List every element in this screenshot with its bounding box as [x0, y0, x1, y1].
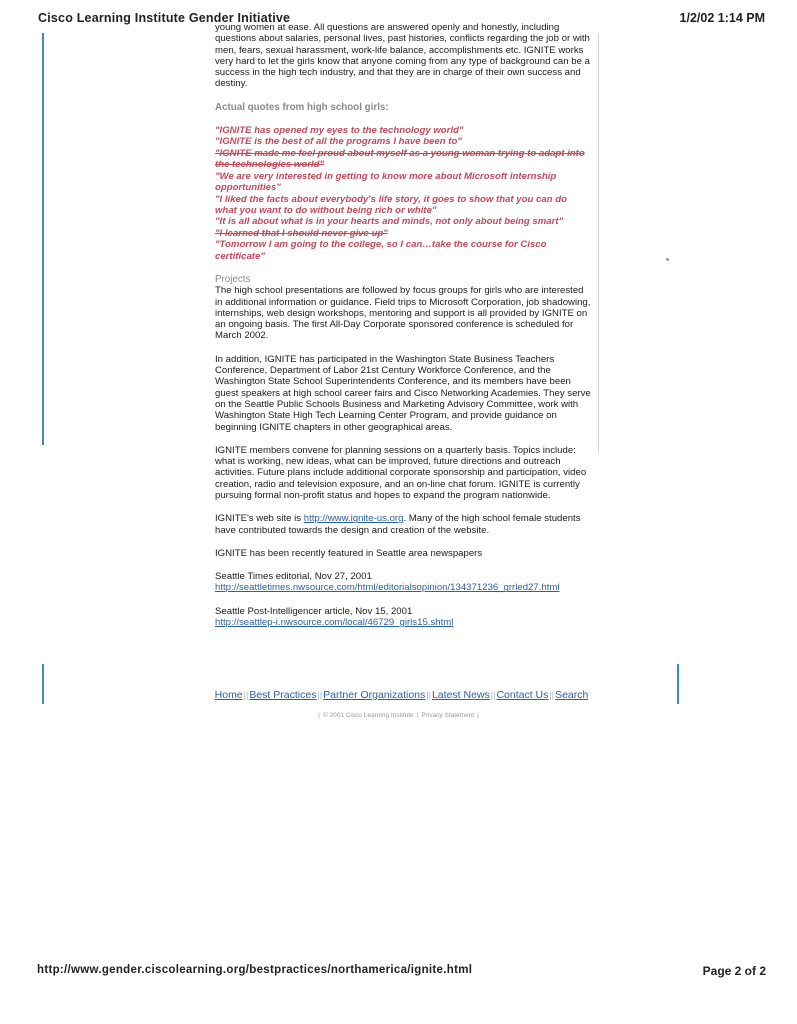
footer-nav	[0, 689, 797, 701]
quote-item: "IGNITE has opened my eyes to the technology world"	[215, 125, 464, 137]
quote-item: "It is all about what is in your hearts and minds, not only about being smart"	[215, 216, 564, 228]
nav-link-best-practices[interactable]: Best Practices	[249, 689, 317, 701]
print-footer-page: Page 2 of 2	[702, 964, 766, 978]
website-prefix: IGNITE's web site is	[215, 513, 304, 525]
print-footer-url: http://www.gender.ciscolearning.org/bestpractices/northamerica/ignite.html	[37, 964, 473, 976]
quote-item: "We are very interested in getting to know more about Microsoft internship opportunities"	[215, 170, 557, 194]
speck-mark	[666, 258, 669, 261]
quote-item: "IGNITE made me feel proud about myself as a young woman trying to adapt into the technologies world"	[215, 147, 585, 171]
website-link[interactable]: http://www.ignite-us.org	[303, 513, 404, 525]
featured-text: IGNITE has been recently featured in Seattle area newspapers	[215, 547, 483, 559]
quote-item: "IGNITE is the best of all the programs I have been to"	[215, 136, 462, 148]
projects-paragraph: IGNITE members convene for planning sessions on a quarterly basis. Topics include: what is working, new ideas, what can be improved, future directions and outreach activities. Future plans include additional corporate sponsorship and participation, video creation, radio and television exposure, and an on-line chat forum. IGNITE is currently pursuing formal non-profit status and hopes to expand the program nationwide.	[215, 444, 587, 501]
quote-item: "Tomorrow I am going to the college, so I can…take the course for Cisco certificate"	[215, 239, 547, 262]
left-border-rule	[42, 33, 44, 445]
article-citation	[215, 571, 591, 594]
website-suffix: . Many of the high school female students have contributed towards the design and creation of the website.	[215, 513, 581, 536]
quotes-heading: Actual quotes from high school girls:	[215, 101, 389, 113]
nav-separator: ||	[549, 690, 555, 700]
nav-separator: ||	[317, 690, 323, 700]
copyright-text: © 2001 Cisco Learning Institute	[322, 712, 414, 719]
article-title: Seattle Post-Intelligencer article, Nov 15, 2001	[215, 605, 413, 617]
article-title: Seattle Times editorial, Nov 27, 2001	[215, 571, 372, 583]
nav-link-contact-us[interactable]: Contact Us	[496, 689, 549, 701]
nav-link-latest-news[interactable]: Latest News	[431, 689, 490, 701]
article-link[interactable]: http://seattlep-i.nwsource.com/local/46729_girls15.shtml	[215, 617, 454, 629]
copyright-bar: |	[416, 712, 419, 719]
copyright-bar: |	[477, 712, 479, 719]
copyright-line	[0, 712, 797, 719]
article-link[interactable]: http://seattletimes.nwsource.com/html/editorialsopinion/134371236_grrled27.html	[215, 582, 560, 594]
nav-separator: ||	[243, 690, 249, 700]
print-header-datetime: 1/2/02 1:14 PM	[679, 11, 765, 25]
nav-link-search[interactable]: Search	[555, 689, 589, 701]
print-header-title: Cisco Learning Institute Gender Initiative	[38, 11, 291, 25]
copyright-bar: |	[318, 712, 320, 719]
privacy-statement-link[interactable]: Privacy Statement	[421, 712, 475, 719]
intro-paragraph: young women at ease. All questions are answered openly and honestly, including questions about salaries, personal lives, past histories, conflicts regarding the job or with men, fears, sexual harassment, work-life balance, accomplishments etc. IGNITE works very hard to let the girls know that anyone coming from any type of background can be a success in the high tech industry, and that they are in charge of their own success and destiny.	[215, 22, 590, 90]
right-border-rule	[598, 33, 599, 453]
projects-heading: Projects	[215, 273, 251, 285]
nav-link-partner-organizations[interactable]: Partner Organizations	[323, 689, 426, 701]
website-paragraph	[215, 513, 591, 536]
projects-paragraph: The high school presentations are followed by focus groups for girls who are interested in additional information or guidance. Field trips to Microsoft Corporation, job shadowing, internships, web design workshops, mentoring and support is all provided by IGNITE on an ongoing basis. The first All-Day Corporate sponsored conference is scheduled for March 2002.	[215, 285, 591, 342]
article-citation	[215, 606, 591, 629]
nav-link-home[interactable]: Home	[214, 689, 243, 701]
nav-separator: ||	[426, 690, 431, 700]
nav-separator: ||	[490, 690, 496, 700]
projects-paragraph: In addition, IGNITE has participated in the Washington State Business Teachers Conference, Department of Labor 21st Century Workforce Conference, and the Washington State School Superintendents Conference, and its members have been guest speakers at high school career fairs and Cisco Networking Academies. They serve on the Seattle Public Schools Business and Marketing Advisory Committee, work with Washington State High Tech Learning Center Program, and provide guidance on beginning IGNITE chapters in other geographical areas.	[215, 353, 591, 433]
quote-item: "I learned that I should never give up"	[215, 227, 388, 239]
article-body	[215, 22, 591, 629]
quotes-list	[215, 125, 591, 262]
quote-item: "I liked the facts about everybody's life story, it goes to show that you can do what you want to do without being rich or white"	[215, 193, 567, 216]
